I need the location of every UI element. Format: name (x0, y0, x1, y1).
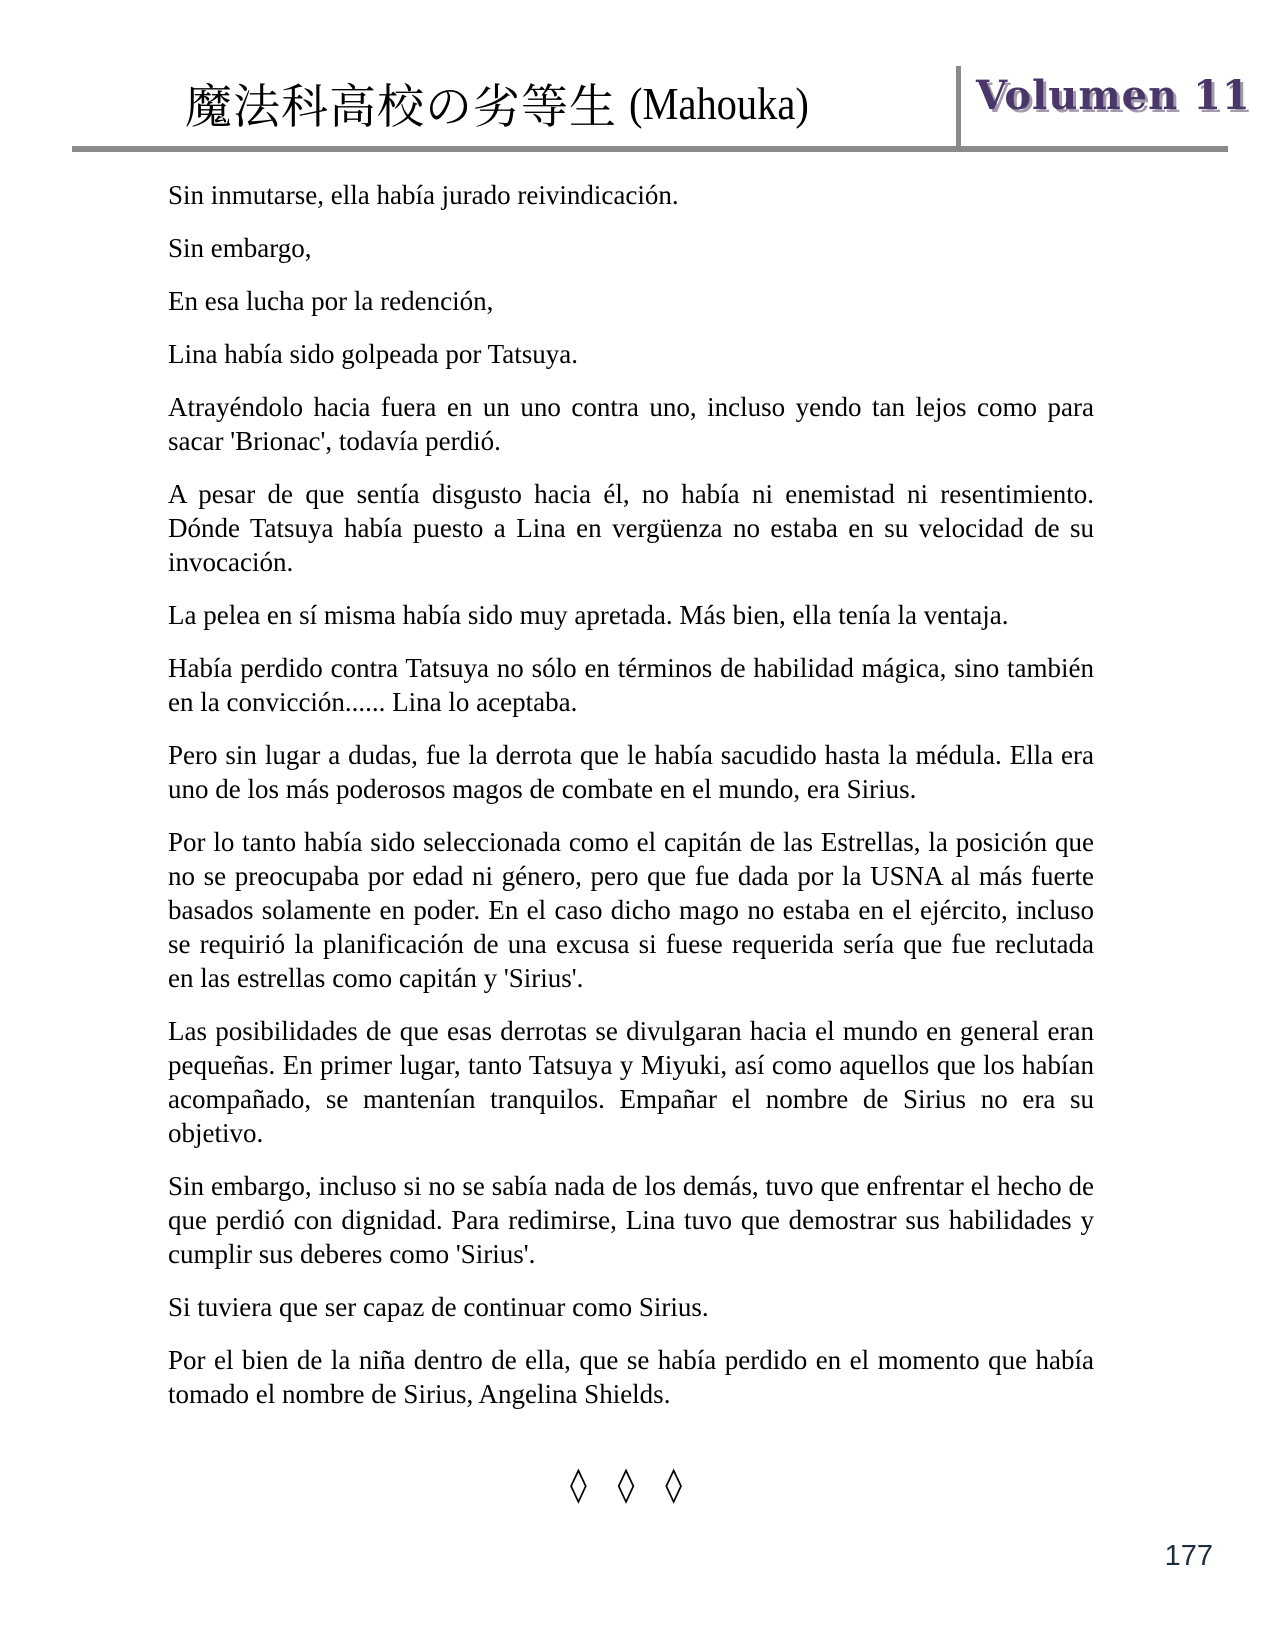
paragraph: Por el bien de la niña dentro de ella, que se había perdido en el momento que había tomado el nombre de Sirius, Angelina Shields. (168, 1345, 1094, 1409)
paragraph: Por lo tanto había sido seleccionada como el capitán de las Estrellas, la posición que no se preocupaba por edad ni género, pero que fue dada por la USNA al más fuerte basados solamente en poder. En el caso dicho mago no estaba en el ejército, incluso se requirió la planificación de una excusa si fuese requerida sería que fue reclutada en las estrellas como capitán y 'Sirius'. (168, 827, 1094, 993)
paragraph: Sin inmutarse, ella había jurado reivindicación. (168, 180, 679, 210)
page-number: 177 (1164, 1540, 1213, 1572)
volume-label: Volumen 11 (976, 72, 1251, 119)
page-header-title (185, 60, 833, 146)
header-vertical-divider (956, 66, 961, 148)
paragraph: Sin embargo, (168, 233, 312, 263)
title-japanese: 魔法科高校の劣等生 (185, 79, 617, 135)
body-text (168, 178, 1094, 1505)
paragraph: Atrayéndolo hacia fuera en un uno contra uno, incluso yendo tan lejos como para sacar 'Brionac', todavía perdió. (168, 392, 1094, 456)
paragraph: Si tuviera que ser capaz de continuar como Sirius. (168, 1292, 709, 1322)
paragraph: Sin embargo, incluso si no se sabía nada de los demás, tuvo que enfrentar el hecho de que perdió con dignidad. Para redimirse, Lina tuvo que demostrar sus habilidades y cumplir sus deberes como 'Sirius'. (168, 1171, 1094, 1269)
header-horizontal-rule (72, 146, 1228, 152)
scene-break-diamonds: ◊ ◊ ◊ (569, 1465, 693, 1505)
paragraph-list (168, 178, 1094, 1411)
title-romaji: (Mahouka) (629, 77, 809, 129)
paragraph: En esa lucha por la redención, (168, 286, 494, 316)
paragraph: Pero sin lugar a dudas, fue la derrota que le había sacudido hasta la médula. Ella era uno de los más poderosos magos de combate en el mundo, era Sirius. (168, 740, 1094, 804)
paragraph: Lina había sido golpeada por Tatsuya. (168, 339, 578, 369)
paragraph: La pelea en sí misma había sido muy apretada. Más bien, ella tenía la ventaja. (168, 600, 1009, 630)
paragraph: Había perdido contra Tatsuya no sólo en términos de habilidad mágica, sino también en la convicción...... Lina lo aceptaba. (168, 653, 1094, 717)
paragraph: A pesar de que sentía disgusto hacia él, no había ni enemistad ni resentimiento. Dónde Tatsuya había puesto a Lina en vergüenza no estaba en su velocidad de su invocación. (168, 479, 1094, 577)
paragraph: Las posibilidades de que esas derrotas se divulgaran hacia el mundo en general eran pequeñas. En primer lugar, tanto Tatsuya y Miyuki, así como aquellos que los habían acompañado, se mantenían tranquilos. Empañar el nombre de Sirius no era su objetivo. (168, 1016, 1094, 1148)
